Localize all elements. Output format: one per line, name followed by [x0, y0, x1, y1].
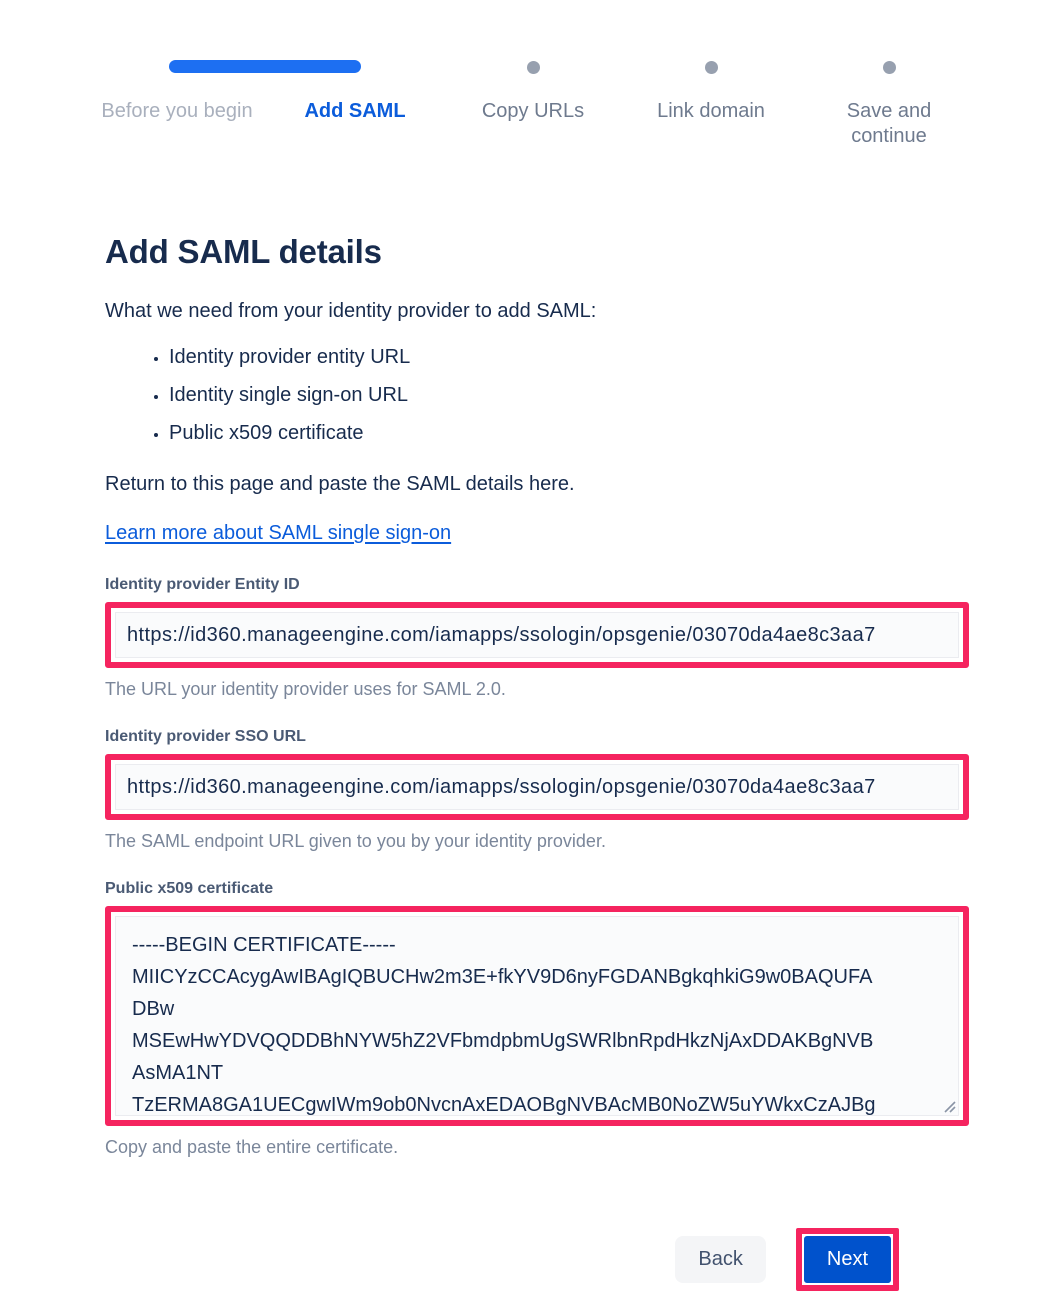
list-item: • Identity provider entity URL — [169, 345, 969, 370]
step-link-domain: Link domain — [657, 100, 765, 122]
certificate-label: Public x509 certificate — [105, 880, 274, 897]
entity-id-label: Identity provider Entity ID — [105, 576, 300, 593]
next-button-highlight-frame — [796, 1228, 899, 1291]
sso-url-input[interactable] — [115, 764, 959, 810]
entity-id-field — [105, 575, 969, 700]
stepper-indicators — [88, 60, 978, 74]
step-dot-indicator — [705, 61, 718, 74]
add-saml-details-panel — [105, 231, 969, 1291]
sso-url-highlight-frame — [105, 754, 969, 820]
entity-id-input[interactable] — [115, 612, 959, 658]
stepper-labels — [88, 99, 978, 149]
learn-more-link[interactable]: Learn more about SAML single sign-on — [105, 522, 452, 544]
sso-url-field — [105, 727, 969, 852]
step-before-you-begin: Before you begin — [101, 100, 253, 122]
step-dot-indicator — [527, 61, 540, 74]
wizard-actions — [105, 1228, 899, 1291]
sso-url-helper: The SAML endpoint URL given to you by your identity provider. — [105, 831, 606, 851]
back-button[interactable]: Back — [675, 1236, 765, 1283]
entity-id-highlight-frame — [105, 602, 969, 668]
requirements-list — [105, 345, 969, 446]
certificate-highlight-frame — [105, 906, 969, 1126]
page-title: Add SAML details — [105, 233, 382, 270]
list-item: • Identity single sign-on URL — [169, 383, 969, 408]
step-add-saml: Add SAML — [304, 100, 406, 122]
step-save-and-continue: Save and continue — [846, 100, 932, 147]
certificate-textarea[interactable] — [115, 916, 959, 1116]
certificate-helper: Copy and paste the entire certificate. — [105, 1137, 399, 1157]
step-dot-indicator — [883, 61, 896, 74]
progress-bar-indicator — [169, 60, 361, 73]
next-button[interactable]: Next — [804, 1236, 891, 1283]
setup-wizard-stepper — [88, 60, 978, 149]
certificate-field — [105, 879, 969, 1158]
list-item: • Public x509 certificate — [169, 421, 969, 446]
sso-url-label: Identity provider SSO URL — [105, 728, 306, 745]
return-note-text: Return to this page and paste the SAML details here. — [105, 473, 575, 495]
intro-text: What we need from your identity provider to add SAML: — [105, 300, 597, 322]
step-copy-urls: Copy URLs — [481, 100, 585, 122]
entity-id-helper: The URL your identity provider uses for SAML 2.0. — [105, 679, 506, 699]
